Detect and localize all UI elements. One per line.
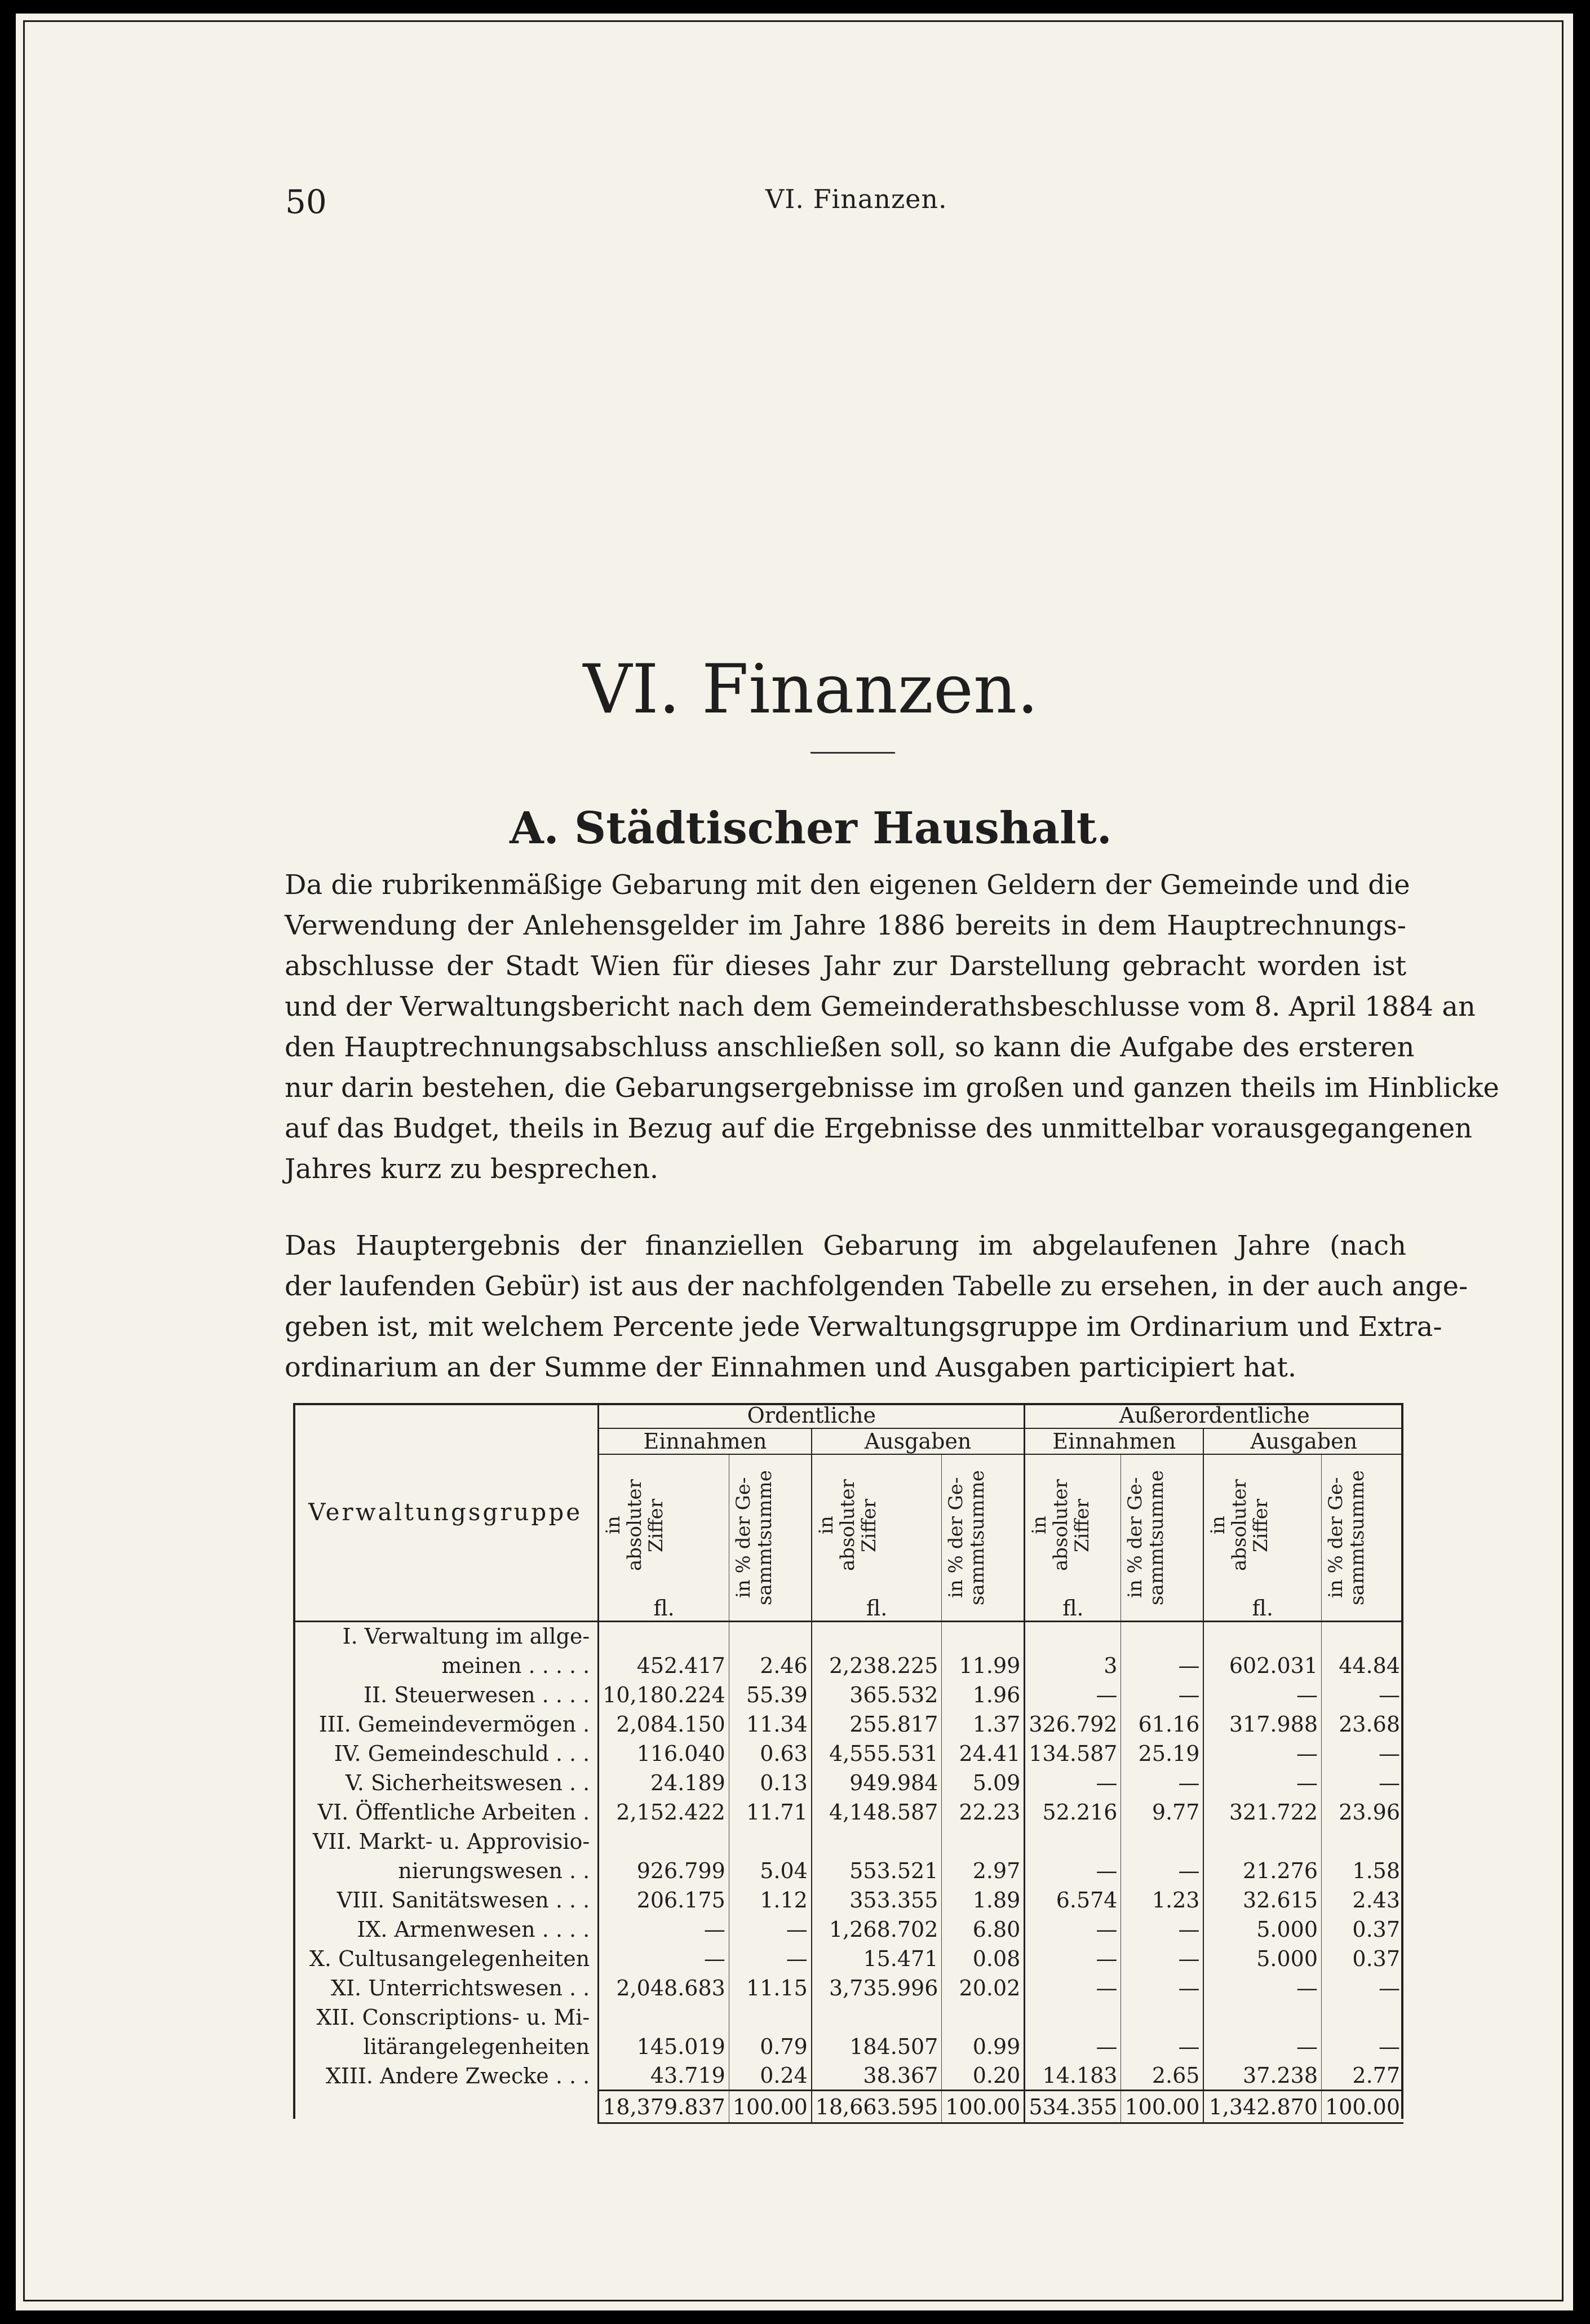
amount-cell: 24.189 [599, 1768, 729, 1798]
amount-cell: 38.367 [812, 2061, 942, 2091]
amount-cell: 321.722 [1203, 1798, 1321, 1827]
amount-cell [1203, 1622, 1321, 1651]
pct-header: in % der Ge- sammtsumme [1322, 1454, 1403, 1622]
amount-cell: — [1025, 2032, 1121, 2061]
group-cell: XIII. Andere Zwecke . . . [293, 2061, 599, 2091]
percent-cell: 11.15 [729, 1973, 811, 2003]
percent-cell: — [1121, 1944, 1203, 1973]
group-cell: X. Cultusangelegenheiten [293, 1944, 599, 1973]
amount-cell: — [1025, 1768, 1121, 1798]
percent-cell: 1.23 [1121, 1885, 1203, 1915]
table-row [293, 1651, 1403, 1680]
table-row [293, 1827, 1403, 1856]
pct-header: in % der Ge- sammtsumme [942, 1454, 1025, 1622]
amount-cell: 52.216 [1025, 1798, 1121, 1827]
percent-cell [1322, 2003, 1403, 2032]
abs-header: in absoluter Ziffer [812, 1454, 942, 1596]
group-cell: I. Verwaltung im allge- [293, 1622, 599, 1651]
amount-cell [599, 1827, 729, 1856]
paragraph-line: Jahres kurz zu besprechen. [285, 1153, 659, 1185]
percent-cell: 0.37 [1352, 1946, 1400, 1971]
amount-cell: 353.355 [812, 1885, 942, 1915]
table-row [293, 1915, 1403, 1944]
table-row [293, 1710, 1403, 1739]
amount-cell [1025, 1827, 1121, 1856]
percent-cell: 24.41 [942, 1739, 1025, 1768]
table-row [293, 1680, 1403, 1710]
paragraph-line: den Hauptrechnungsabschluss anschließen soll, so kann die Aufgabe des ersteren [285, 1032, 1415, 1063]
table-row [293, 1856, 1403, 1885]
amount-cell: 4,555.531 [812, 1739, 942, 1768]
percent-cell: 11.34 [729, 1710, 811, 1739]
percent-cell: — [1121, 1973, 1203, 2003]
amount-cell: 255.817 [812, 1710, 942, 1739]
amount-cell: — [1203, 1739, 1321, 1768]
table-row [293, 1768, 1403, 1798]
amount-cell: 2,084.150 [599, 1710, 729, 1739]
group-cell: nierungswesen . . [293, 1856, 599, 1885]
abs-header: in absoluter Ziffer [1203, 1454, 1321, 1596]
percent-cell: 2.77 [1352, 2062, 1400, 2088]
amount-cell [599, 1622, 729, 1651]
amount-cell: — [599, 1915, 729, 1944]
group-cell: litärangelegenheiten [293, 2032, 599, 2061]
amount-cell: 43.719 [599, 2061, 729, 2091]
amount-cell: — [1025, 1944, 1121, 1973]
percent-cell: — [1121, 1768, 1203, 1798]
amount-cell [1203, 1827, 1321, 1856]
amount-cell [599, 2003, 729, 2032]
amount-cell: 32.615 [1203, 1885, 1321, 1915]
unit-header: fl. [1025, 1596, 1121, 1622]
unit-header: fl. [812, 1596, 942, 1622]
table-row [293, 1973, 1403, 2003]
percent-cell [1121, 2003, 1203, 2032]
ordinary-header: Ordentliche [599, 1403, 1025, 1428]
amount-cell: 134.587 [1025, 1739, 1121, 1768]
table-row [293, 1885, 1403, 1915]
pct-header: in % der Ge- sammtsumme [1121, 1454, 1203, 1622]
table-body [293, 1622, 1403, 2123]
amount-cell: 145.019 [599, 2032, 729, 2061]
total-amount-cell: 1,342.870 [1203, 2091, 1321, 2123]
percent-cell: 2.43 [1352, 1887, 1400, 1913]
percent-cell: 1.96 [942, 1680, 1025, 1710]
table-row [293, 2032, 1403, 2061]
percent-cell: — [729, 1944, 811, 1973]
group-cell: V. Sicherheitswesen . . [293, 1768, 599, 1798]
amount-cell: 365.532 [812, 1680, 942, 1710]
amount-cell: 206.175 [599, 1885, 729, 1915]
percent-cell [1121, 1622, 1203, 1651]
table-row [293, 2003, 1403, 2032]
amount-cell: — [1025, 1973, 1121, 2003]
amount-cell: 317.988 [1203, 1710, 1321, 1739]
percent-cell: — [1121, 1680, 1203, 1710]
percent-cell: 61.16 [1121, 1710, 1203, 1739]
percent-cell: — [1121, 1915, 1203, 1944]
amount-cell [812, 1622, 942, 1651]
amount-cell: 116.040 [599, 1739, 729, 1768]
percent-cell: — [1121, 1651, 1203, 1680]
total-amount-cell: 18,379.837 [599, 2091, 729, 2123]
total-percent-cell: 100.00 [729, 2091, 811, 2123]
paragraph-line: Da die rubrikenmäßige Gebarung mit den eigenen Geldern der Gemeinde und die [285, 869, 1410, 901]
group-column-header: Verwaltungsgruppe [293, 1403, 599, 1622]
group-cell: meinen . . . . . [293, 1651, 599, 1680]
extraordinary-header: Außerordentliche [1025, 1403, 1403, 1428]
percent-cell: 5.04 [729, 1856, 811, 1885]
amount-cell [812, 2003, 942, 2032]
percent-cell: 0.79 [729, 2032, 811, 2061]
percent-cell: 0.37 [1352, 1916, 1400, 1942]
percent-cell: 55.39 [729, 1680, 811, 1710]
percent-cell: 6.80 [942, 1915, 1025, 1944]
percent-cell: — [1379, 1975, 1400, 2000]
paragraph-line: und der Verwaltungsbericht nach dem Gemeinderathsbeschlusse vom 8. April 1884 an [285, 991, 1476, 1022]
extra-expense-header: Ausgaben [1203, 1428, 1403, 1454]
pct-header: in % der Ge- sammtsumme [729, 1454, 811, 1622]
group-cell: VI. Öffentliche Arbeiten . [293, 1798, 599, 1827]
group-cell: XII. Conscriptions- u. Mi- [293, 2003, 599, 2032]
percent-cell: 1.37 [942, 1710, 1025, 1739]
amount-cell [1025, 2003, 1121, 2032]
percent-cell: — [729, 1915, 811, 1944]
percent-cell: 23.96 [1339, 1799, 1400, 1825]
percent-cell: 20.02 [942, 1973, 1025, 2003]
page [16, 14, 1573, 2310]
percent-cell: — [1379, 1741, 1400, 1766]
total-percent-cell: 100.00 [942, 2091, 1025, 2123]
percent-cell: 25.19 [1121, 1739, 1203, 1768]
totals-row [293, 2091, 1403, 2123]
group-cell: III. Gemeindevermögen . [293, 1710, 599, 1739]
group-cell: II. Steuerwesen . . . . [293, 1680, 599, 1710]
table-row [293, 1944, 1403, 1973]
percent-cell: 1.12 [729, 1885, 811, 1915]
percent-cell [729, 1622, 811, 1651]
total-amount-cell: 18,663.595 [812, 2091, 942, 2123]
percent-cell: 1.89 [942, 1885, 1025, 1915]
table-row [293, 2061, 1403, 2091]
paragraph-2 [285, 1225, 1468, 1388]
percent-cell: 0.24 [729, 2061, 811, 2091]
percent-cell: 1.58 [1352, 1858, 1400, 1883]
paragraph-1 [285, 865, 1499, 1189]
amount-cell: 37.238 [1203, 2061, 1321, 2091]
paragraph-line: Verwendung der Anlehensgelder im Jahre 1886 bereits in dem Hauptrechnungs- [285, 910, 1406, 941]
amount-cell: 2,152.422 [599, 1798, 729, 1827]
amount-cell: — [599, 1944, 729, 1973]
running-head: VI. Finanzen. [765, 184, 947, 214]
paragraph-line: nur darin bestehen, die Gebarungsergebnisse im großen und ganzen theils im Hinblicke [285, 1072, 1499, 1104]
group-cell: VIII. Sanitätswesen . . . [293, 1885, 599, 1915]
percent-cell: 2.97 [942, 1856, 1025, 1885]
percent-cell: — [1121, 1856, 1203, 1885]
amount-cell: 3 [1025, 1651, 1121, 1680]
title-divider [810, 752, 895, 754]
total-percent-cell: 100.00 [1121, 2091, 1203, 2123]
abs-header: in absoluter Ziffer [1025, 1454, 1121, 1596]
abs-header: in absoluter Ziffer [599, 1454, 729, 1596]
amount-cell: 10,180.224 [599, 1680, 729, 1710]
percent-cell: 0.13 [729, 1768, 811, 1798]
amount-cell: 452.417 [599, 1651, 729, 1680]
finance-table [293, 1403, 1403, 2124]
amount-cell [1203, 2003, 1321, 2032]
group-cell: VII. Markt- u. Approvisio- [293, 1827, 599, 1856]
percent-cell [942, 1827, 1025, 1856]
paragraph-line: Das Hauptergebnis der finanziellen Gebarung im abgelaufenen Jahre (nach [285, 1230, 1406, 1261]
amount-cell: — [1025, 1915, 1121, 1944]
percent-cell: 0.08 [942, 1944, 1025, 1973]
amount-cell: 926.799 [599, 1856, 729, 1885]
amount-cell: — [1203, 1973, 1321, 2003]
percent-cell: 9.77 [1121, 1798, 1203, 1827]
amount-cell: 602.031 [1203, 1651, 1321, 1680]
percent-cell: — [1379, 1682, 1400, 1707]
chapter-title: VI. Finanzen. [583, 650, 1039, 729]
amount-cell: 4,148.587 [812, 1798, 942, 1827]
total-percent-cell: 100.00 [1322, 2091, 1403, 2123]
amount-cell: 5.000 [1203, 1944, 1321, 1973]
amount-cell: 553.521 [812, 1856, 942, 1885]
amount-cell: — [1203, 2032, 1321, 2061]
paragraph-line: geben ist, mit welchem Percente jede Verwaltungsgruppe im Ordinarium und Extra- [285, 1311, 1442, 1343]
amount-cell [812, 1827, 942, 1856]
amount-cell: — [1025, 1680, 1121, 1710]
percent-cell: 44.84 [1339, 1653, 1400, 1678]
percent-cell: 0.20 [942, 2061, 1025, 2091]
section-title: A. Städtischer Haushalt. [510, 803, 1112, 854]
percent-cell: 11.99 [942, 1651, 1025, 1680]
amount-cell: 14.183 [1025, 2061, 1121, 2091]
percent-cell [1322, 1827, 1403, 1856]
percent-cell: 0.63 [729, 1739, 811, 1768]
table-row [293, 1622, 1403, 1651]
amount-cell: 5.000 [1203, 1915, 1321, 1944]
paragraph-line: abschlusse der Stadt Wien für dieses Jahr zur Darstellung gebracht worden ist [285, 950, 1406, 982]
amount-cell: 21.276 [1203, 1856, 1321, 1885]
page-number: 50 [285, 183, 327, 221]
percent-cell [942, 2003, 1025, 2032]
ordinary-expense-header: Ausgaben [812, 1428, 1025, 1454]
percent-cell [1322, 1622, 1403, 1651]
ordinary-income-header: Einnahmen [599, 1428, 812, 1454]
percent-cell: 22.23 [942, 1798, 1025, 1827]
group-cell: XI. Unterrichtswesen . . [293, 1973, 599, 2003]
totals-label-cell [293, 2091, 599, 2123]
total-amount-cell: 534.355 [1025, 2091, 1121, 2123]
amount-cell: 1,268.702 [812, 1915, 942, 1944]
paragraph-line: auf das Budget, theils in Bezug auf die Ergebnisse des unmittelbar vorausgegangenen [285, 1113, 1473, 1144]
percent-cell: 23.68 [1339, 1711, 1400, 1737]
percent-cell [729, 2003, 811, 2032]
percent-cell [729, 1827, 811, 1856]
amount-cell [1025, 1622, 1121, 1651]
amount-cell: 184.507 [812, 2032, 942, 2061]
group-cell: IX. Armenwesen . . . . [293, 1915, 599, 1944]
table-row [293, 1798, 1403, 1827]
group-cell: IV. Gemeindeschuld . . . [293, 1739, 599, 1768]
percent-cell: 0.99 [942, 2032, 1025, 2061]
amount-cell: 2,048.683 [599, 1973, 729, 2003]
percent-cell [942, 1622, 1025, 1651]
amount-cell: — [1025, 1856, 1121, 1885]
percent-cell: 2.46 [729, 1651, 811, 1680]
table-row [293, 1739, 1403, 1768]
percent-cell: — [1379, 2034, 1400, 2059]
extra-income-header: Einnahmen [1025, 1428, 1204, 1454]
amount-cell: 6.574 [1025, 1885, 1121, 1915]
unit-header: fl. [599, 1596, 729, 1622]
amount-cell: — [1203, 1768, 1321, 1798]
amount-cell: 949.984 [812, 1768, 942, 1798]
amount-cell: 2,238.225 [812, 1651, 942, 1680]
percent-cell: — [1121, 2032, 1203, 2061]
percent-cell: 2.65 [1121, 2061, 1203, 2091]
amount-cell: 15.471 [812, 1944, 942, 1973]
amount-cell: 326.792 [1025, 1710, 1121, 1739]
amount-cell: 3,735.996 [812, 1973, 942, 2003]
percent-cell: — [1379, 1770, 1400, 1795]
amount-cell: — [1203, 1680, 1321, 1710]
paragraph-line: ordinarium an der Summe der Einnahmen und Ausgaben participiert hat. [285, 1352, 1297, 1383]
percent-cell: 11.71 [729, 1798, 811, 1827]
percent-cell: 5.09 [942, 1768, 1025, 1798]
unit-header: fl. [1203, 1596, 1321, 1622]
percent-cell [1121, 1827, 1203, 1856]
paragraph-line: der laufenden Gebür) ist aus der nachfolgenden Tabelle zu ersehen, in der auch ange- [285, 1271, 1468, 1302]
